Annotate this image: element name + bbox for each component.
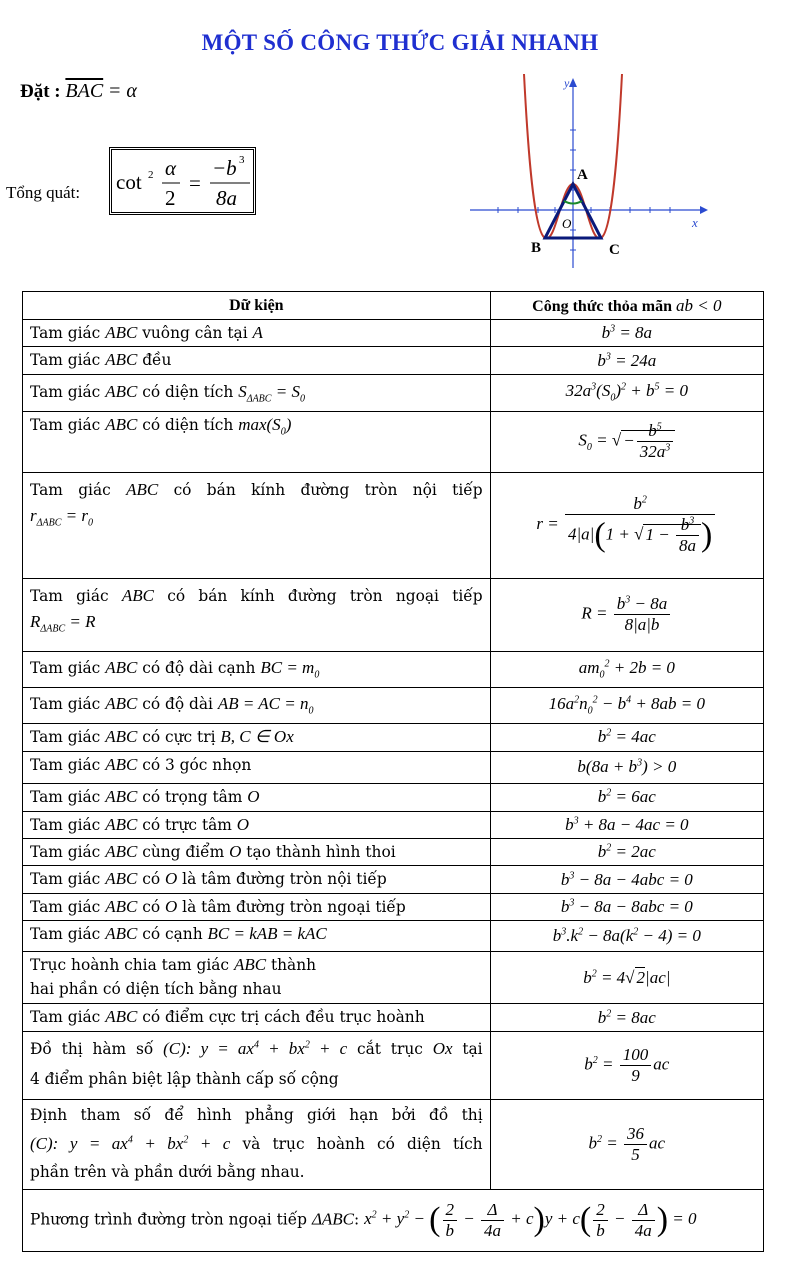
table-row: [23, 866, 764, 893]
circumcircle-equation-cell: Phương trình đường tròn ngoại tiếp ΔABC: $x^2 + y^2$ − ( $\frac{2}{b}$ − $\frac{\Delta}{4a}$ + c)y + c( $\frac{2}{b}$ − $\frac{\Delta}{4a}$ ) = 0: [23, 1190, 764, 1252]
point-c-label: C: [609, 242, 620, 258]
condition-cell: Tam giác ABC có trọng tâm O: [23, 783, 491, 811]
table-row: [23, 320, 764, 347]
condition-cell: Định tham số để hình phẳng giới hạn bởi đồ thị (C): $y = ax^4 + bx^2 + c$ và trục hoành có diện tích phần trên và phần dưới bằng nhau.: [23, 1100, 491, 1190]
formula-cell: $b^3 = 8a$: [490, 320, 763, 347]
condition-cell: Tam giác ABC có 3 góc nhọn: [23, 751, 491, 783]
table-row: [23, 723, 764, 751]
angle-bac: $\overline{BAC}$: [65, 80, 104, 102]
table-row: [23, 1032, 764, 1100]
condition-cell: Tam giác ABC đều: [23, 347, 491, 374]
table-row: [23, 578, 764, 651]
condition-cell: Tam giác ABC có cạnh BC = kAB = kAC: [23, 921, 491, 952]
formula-cell: $S_0$ = √ − $\frac{b^5}{32a^3}$: [490, 411, 763, 472]
table-row: [23, 811, 764, 838]
formula-cell: $32a^3(S_0)^2 + b^5 = 0$: [490, 374, 763, 411]
general-formula: [110, 148, 255, 214]
formula-cell: $b^3 - 8a - 8abc = 0$: [490, 893, 763, 920]
formula-cell: $16a^2n_0^2 - b^4 + 8ab = 0$: [490, 687, 763, 723]
table-row: [23, 921, 764, 952]
svg-text:=: =: [189, 171, 201, 195]
formula-cell: $b^3.k^2 - 8a(k^2 - 4) = 0$: [490, 921, 763, 952]
equals-alpha: = α: [107, 80, 137, 102]
header-left: Dữ kiện: [23, 292, 491, 320]
condition-cell: Tam giác ABC có cực trị B, C ∈ Ox: [23, 723, 491, 751]
condition-cell: Tam giác ABC vuông cân tại A: [23, 320, 491, 347]
formula-cell: $am_0^2 + 2b = 0$: [490, 651, 763, 687]
condition-cell: Tam giác ABC có bán kính đường tròn nội tiếp $r_{\Delta ABC} = r_0$: [23, 472, 491, 578]
table-row: [23, 893, 764, 920]
table-row: [23, 472, 764, 578]
formula-cell: $b^3 - 8a - 4abc = 0$: [490, 866, 763, 893]
condition-cell: Tam giác ABC có điểm cực trị cách đều trục hoành: [23, 1004, 491, 1032]
condition-cell: Tam giác ABC cùng điểm O tạo thành hình thoi: [23, 839, 491, 866]
table-row: [23, 783, 764, 811]
x-axis-arrow: [700, 206, 708, 214]
header-right: Công thức thỏa mãn ab < 0: [490, 292, 763, 320]
y-axis-arrow: [569, 78, 577, 87]
table-row: [23, 374, 764, 411]
condition-cell: Trục hoành chia tam giác ABC thành hai phần có diện tích bằng nhau: [23, 952, 491, 1004]
svg-text:α: α: [165, 156, 177, 180]
set-label: Đặt :: [20, 81, 61, 102]
page-title: MỘT SỐ CÔNG THỨC GIẢI NHANH: [201, 30, 599, 55]
cot-text: cot: [116, 170, 142, 194]
condition-cell: Tam giác ABC có O là tâm đường tròn ngoại tiếp: [23, 893, 491, 920]
formula-cell: $b^3 = 24a$: [490, 347, 763, 374]
set-definition: [20, 80, 137, 103]
svg-text:−b: −b: [212, 156, 237, 180]
formula-cell: R = $\frac{b^3 - 8a}{8|a|b}$: [490, 578, 763, 651]
formula-cell: $b(8a + b^3) > 0$: [490, 751, 763, 783]
table-row: [23, 651, 764, 687]
table-row: [23, 1004, 764, 1032]
formula-cell: $b^2 = 2ac$: [490, 839, 763, 866]
formula-cell: $b^3 + 8a - 4ac = 0$: [490, 811, 763, 838]
condition-cell: Đồ thị hàm số (C): $y = ax^4 + bx^2 + c$ cắt trục Ox tại 4 điểm phân biệt lập thành cấp số cộng: [23, 1032, 491, 1100]
svg-text:2: 2: [165, 186, 176, 210]
point-b-label: B: [531, 240, 542, 256]
table-header-row: [23, 292, 764, 320]
table-row: [23, 687, 764, 723]
formula-cell: $b^2$ = $\frac{100}{9}$ ac: [490, 1032, 763, 1100]
condition-cell: Tam giác ABC có trực tâm O: [23, 811, 491, 838]
table-row: [23, 347, 764, 374]
general-label: Tổng quát:: [6, 183, 81, 202]
table-row: [23, 411, 764, 472]
table-row: [23, 751, 764, 783]
x-label: x: [692, 215, 698, 230]
formula-cell: $b^2$ = $\frac{36}{5}$ ac: [490, 1100, 763, 1190]
condition-cell: Tam giác ABC có bán kính đường tròn ngoại tiếp $R_{\Delta ABC} = R$: [23, 578, 491, 651]
condition-cell: Tam giác ABC có diện tích $\max(S_0)$: [23, 411, 491, 472]
general-formula-box: [109, 147, 256, 215]
formula-table: [22, 291, 764, 1252]
svg-text:8a: 8a: [216, 186, 237, 210]
point-a-label: A: [577, 167, 588, 183]
svg-text:3: 3: [239, 154, 245, 166]
formula-cell: r = $b^2$ 4|a|(1 + √ 1 − $\frac{b^3}{8a}$ ): [490, 472, 763, 578]
origin-label: O: [562, 216, 572, 231]
table-row: [23, 1190, 764, 1252]
condition-cell: Tam giác ABC có độ dài AB = AC = $n_0$: [23, 687, 491, 723]
condition-cell: Tam giác ABC có diện tích $S_{\Delta ABC} = S_0$: [23, 374, 491, 411]
condition-cell: Tam giác ABC có độ dài cạnh BC = $m_0$: [23, 651, 491, 687]
y-label: y: [564, 76, 570, 90]
svg-text:2: 2: [148, 169, 154, 181]
formula-cell: $b^2 = 8ac$: [490, 1004, 763, 1032]
table-row: [23, 952, 764, 1004]
biquadratic-graph: [470, 72, 715, 272]
table-row: [23, 839, 764, 866]
formula-cell: $b^2 = 4√$ 2|ac|: [490, 952, 763, 1004]
condition-cell: Tam giác ABC có O là tâm đường tròn nội tiếp: [23, 866, 491, 893]
table-row: [23, 1100, 764, 1190]
formula-cell: $b^2 = 4ac$: [490, 723, 763, 751]
formula-cell: $b^2 = 6ac$: [490, 783, 763, 811]
